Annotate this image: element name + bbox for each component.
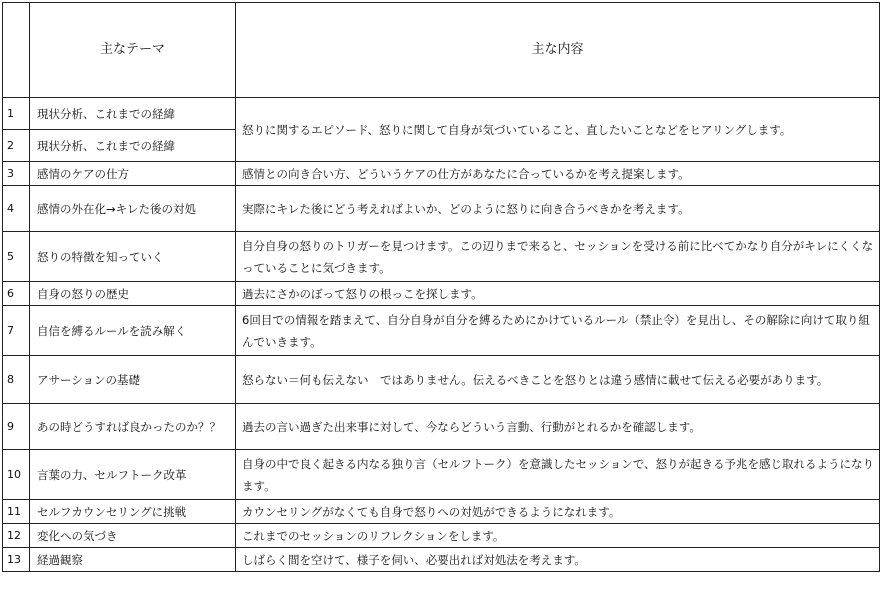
row-content: 感情との向き合い方、どういうケアの仕方があなたに合っているかを考え提案します。 <box>236 162 880 186</box>
session-table <box>2 2 880 572</box>
row-number: 8 <box>3 356 30 404</box>
table-row <box>3 232 880 282</box>
table-row <box>3 450 880 500</box>
row-content: 自分自身の怒りのトリガーを見つけます。この辺りまで来ると、セッションを受ける前に比べてかなり自分がキレにくくなっていることに気づきます。 <box>236 232 880 282</box>
row-content: 怒りに関するエピソード、怒りに関して自身が気づいていること、直したいことなどをヒアリングします。 <box>236 98 880 162</box>
table-row <box>3 282 880 306</box>
row-number: 12 <box>3 524 30 548</box>
table-row <box>3 548 880 572</box>
row-theme: 経過観察 <box>30 548 236 572</box>
row-number: 10 <box>3 450 30 500</box>
row-content: カウンセリングがなくても自身で怒りへの対処ができるようになれます。 <box>236 500 880 524</box>
row-number: 5 <box>3 232 30 282</box>
row-theme: アサーションの基礎 <box>30 356 236 404</box>
table-row <box>3 162 880 186</box>
row-theme: セルフカウンセリングに挑戦 <box>30 500 236 524</box>
row-number: 11 <box>3 500 30 524</box>
row-content: 過去にさかのぼって怒りの根っこを探します。 <box>236 282 880 306</box>
header-number <box>3 3 30 98</box>
row-content: 自身の中で良く起きる内なる独り言（セルフトーク）を意識したセッションで、怒りが起きる予兆を感じ取れるようになります。 <box>236 450 880 500</box>
row-theme: 怒りの特徴を知っていく <box>30 232 236 282</box>
row-number: 13 <box>3 548 30 572</box>
row-theme: 自信を縛るルールを読み解く <box>30 306 236 356</box>
row-content: これまでのセッションのリフレクションをします。 <box>236 524 880 548</box>
row-number: 3 <box>3 162 30 186</box>
row-number: 1 <box>3 98 30 130</box>
row-theme: 感情の外在化→キレた後の対処 <box>30 186 236 232</box>
row-theme: 変化への気づき <box>30 524 236 548</box>
row-theme: 言葉の力、セルフトーク改革 <box>30 450 236 500</box>
row-theme: 現状分析、これまでの経緯 <box>30 130 236 162</box>
row-theme: 現状分析、これまでの経緯 <box>30 98 236 130</box>
table-row <box>3 500 880 524</box>
table-row <box>3 306 880 356</box>
row-content: 過去の言い過ぎた出来事に対して、今ならどういう言動、行動がとれるかを確認します。 <box>236 404 880 450</box>
row-content: しばらく間を空けて、様子を伺い、必要出れば対処法を考えます。 <box>236 548 880 572</box>
row-number: 6 <box>3 282 30 306</box>
table-row <box>3 524 880 548</box>
row-number: 9 <box>3 404 30 450</box>
table-row <box>3 98 880 130</box>
table-row <box>3 356 880 404</box>
row-content: 怒らない＝何も伝えない ではありません。伝えるべきことを怒りとは違う感情に載せて伝える必要があります。 <box>236 356 880 404</box>
row-theme: 自身の怒りの歴史 <box>30 282 236 306</box>
row-content: 実際にキレた後にどう考えればよいか、どのように怒りに向き合うべきかを考えます。 <box>236 186 880 232</box>
row-theme: あの時どうすれば良かったのか？？ <box>30 404 236 450</box>
row-content: 6回目での情報を踏まえて、自分自身が自分を縛るためにかけているルール（禁止令）を見出し、その解除に向けて取り組んでいきます。 <box>236 306 880 356</box>
header-theme: 主なテーマ <box>30 3 236 98</box>
row-number: 2 <box>3 130 30 162</box>
row-number: 7 <box>3 306 30 356</box>
header-row <box>3 3 880 98</box>
table-row <box>3 186 880 232</box>
row-theme: 感情のケアの仕方 <box>30 162 236 186</box>
row-number: 4 <box>3 186 30 232</box>
table-row <box>3 404 880 450</box>
header-content: 主な内容 <box>236 3 880 98</box>
